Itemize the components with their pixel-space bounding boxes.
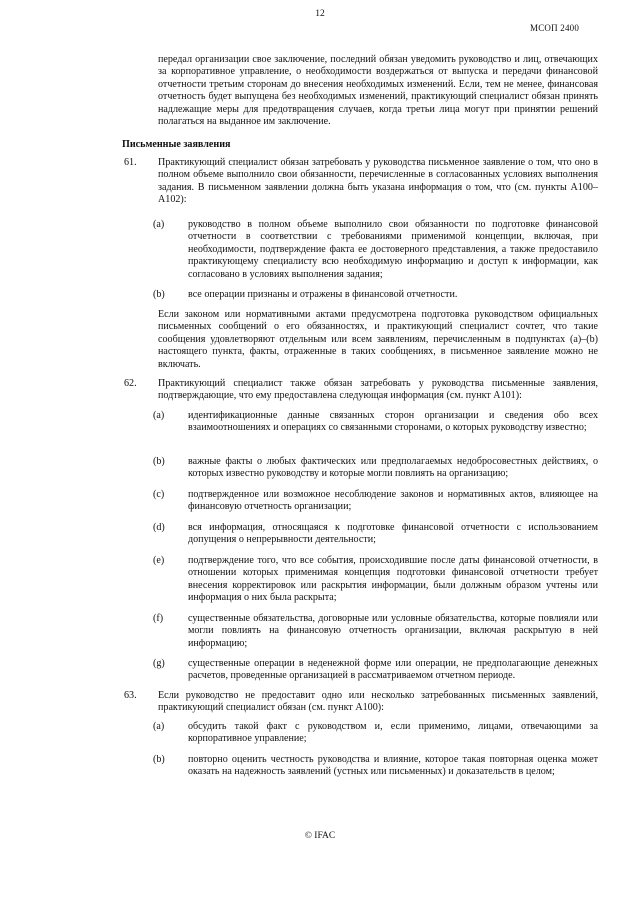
item-letter: (b) bbox=[153, 456, 165, 467]
paragraph-63-text: Если руководство не предоставит одно или несколько затребованных письменных заявлений, практикующий специалист обязан (см. пункт А100): bbox=[158, 690, 598, 714]
paragraph-62-text: Практикующий специалист также обязан затребовать у руководства письменные заявления, подтверждающие, что ему предоставлена следующая информация (см. пункт А101): bbox=[158, 378, 598, 402]
item-letter: (d) bbox=[153, 522, 165, 533]
item-letter: (a) bbox=[153, 410, 165, 421]
item-letter: (a) bbox=[153, 721, 165, 732]
item-letter: (e) bbox=[153, 555, 165, 566]
paragraph-number-62: 62. bbox=[124, 378, 137, 389]
list-item: важные факты о любых фактических или предполагаемых недобросовестных действиях, о которых известно руководству и которые могли повлиять на организацию; bbox=[188, 456, 598, 480]
item-letter: (b) bbox=[153, 289, 165, 300]
section-heading: Письменные заявления bbox=[122, 139, 231, 150]
list-item: обсудить такой факт с руководством и, если применимо, лицами, отвечающими за корпоративное управление; bbox=[188, 721, 598, 745]
intro-paragraph: передал организации свое заключение, последний обязан уведомить руководство и лиц, отвечающих за корпоративное управление, о необходимости воздержаться от выпуска и передачи финансовой отчетности третьим сторонам до внесения необходимых изменений. Если, тем не менее, финансовая отчетность будет выпущена без необходимых изменений, практикующий специалист обязан принять надлежащие меры для предотвращения случаев, когда третьи лица могут при принятии решений полагаться на выданное им заключение. bbox=[158, 54, 598, 128]
page-number: 12 bbox=[315, 9, 325, 19]
paragraph-number-61: 61. bbox=[124, 157, 137, 168]
item-letter: (a) bbox=[153, 219, 165, 230]
item-letter: (c) bbox=[153, 489, 165, 500]
list-item: все операции признаны и отражены в финансовой отчетности. bbox=[188, 289, 458, 300]
list-item: руководство в полном объеме выполнило свои обязанности по подготовке финансовой отчетности в соответствии с требованиями применимой концепции, включая, при необходимости, подтверждение факта ее достоверного представления, а также предоставило практикующему специалисту всю необходимую информацию и доступ к информации, как согласовано в условиях выполнения задания; bbox=[188, 219, 598, 280]
footer-copyright: © IFAC bbox=[304, 831, 336, 841]
item-letter: (b) bbox=[153, 754, 165, 765]
standard-reference: МСОП 2400 bbox=[530, 23, 580, 33]
list-item: вся информация, относящаяся к подготовке финансовой отчетности с использованием допущения о непрерывности деятельности; bbox=[188, 522, 598, 546]
list-item: подтвержденное или возможное несоблюдение законов и нормативных актов, влияющее на финансовую отчетность организации; bbox=[188, 489, 598, 513]
paragraph-61-text: Практикующий специалист обязан затребовать у руководства письменное заявление о том, что оно в полном объеме выполнило свои обязанности, перечисленные в согласованных условиях выполнения задания. В письменном заявлении должна быть указана информация о том, что (см. пункты А100–А102): bbox=[158, 157, 598, 206]
paragraph-number-63: 63. bbox=[124, 690, 137, 701]
list-item: повторно оценить честность руководства и влияние, которое такая повторная оценка может оказать на надежность заявлений (устных или письменных) и доказательств в целом; bbox=[188, 754, 598, 778]
list-item: существенные обязательства, договорные или условные обязательства, которые повлияли или могли повлиять на финансовую отчетность организации, включая раскрытую в ней информацию; bbox=[188, 613, 598, 649]
list-item: существенные операции в неденежной форме или операции, не предполагающие денежных расчетов, проведенные организацией в рассматриваемом отчетном периоде. bbox=[188, 658, 598, 682]
list-item: идентификационные данные связанных сторон организации и сведения обо всех взаимоотношениях и операциях со связанными сторонами, о которых руководству известно; bbox=[188, 410, 598, 434]
item-letter: (g) bbox=[153, 658, 165, 669]
paragraph-61-closing: Если законом или нормативными актами предусмотрена подготовка руководством официальных письменных сообщений о его обязанностях, и практикующий специалист сочтет, что такие сообщения удовлетворяют отдельным или всем заявлениям, перечисленным в подпунктах (а)–(b) настоящего пункта, факты, отраженные в таких сообщениях, в письменное заявление можно не включать. bbox=[158, 309, 598, 370]
item-letter: (f) bbox=[153, 613, 164, 624]
list-item: подтверждение того, что все события, происходившие после даты финансовой отчетности, в отношении которых применимая концепция подготовки финансовой отчетности требует внесения корректировок или раскрытия информации, были должным образом учтены или информация о них была раскрыта; bbox=[188, 555, 598, 604]
